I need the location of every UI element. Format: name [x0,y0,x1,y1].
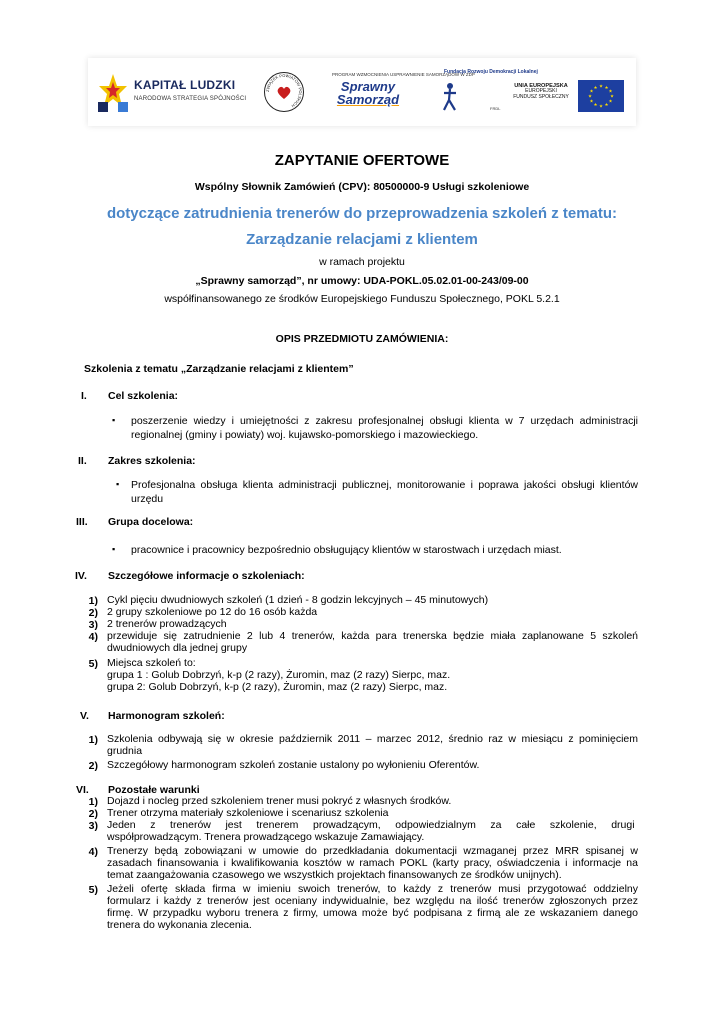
logo-banner [88,58,636,126]
section-6-item-4-text-line2: zasadach finansowania i kwalifikowania kosztów w ramach POKL (karty pracy, oświadczenia i informacje na [107,857,638,869]
svg-text:★: ★ [604,103,609,108]
section-6-item-3-text-line1: Jeden z trenerów jest trenerem prowadzącym, odpowiedzialnym za całe szkolenie, drugi [107,819,635,831]
section-1-number: I. [81,390,87,402]
section-6-item-4-number: 4) [88,846,98,858]
svg-text:★: ★ [593,103,598,108]
section-5-title: Harmonogram szkoleń: [108,710,225,722]
project-name: „Sprawny samorząd”, nr umowy: UDA-POKL.05.02.01-00-243/09-00 [195,275,529,287]
section-4-item-3-text: 2 trenerów prowadzących [107,618,227,630]
section-4-item-4-text-line1: przewiduje się zatrudnienie 2 lub 4 trenerów, każda para trenerska będzie miała zaplanowane 5 szkoleń [107,630,638,642]
kapital-ludzki-star-icon [98,72,128,112]
svg-text:★: ★ [589,99,594,105]
section-2-text-line2: urzędu [131,493,164,505]
section-6-item-5-text-line2: formularz i każdy z trenerów jest oceniany indywidualnie, bez względu na ilość trenerów zgłoszonych przez [107,895,638,907]
section-3-number: III. [76,516,88,528]
svg-text:★: ★ [589,89,594,95]
section-6-item-5-text-line4: trenera do wykonania zlecenia. [107,919,252,931]
section-6-item-5-number: 5) [88,884,98,896]
section-6-item-3-text-line2: współprowadzącym. Trenera prowadzącego wskazuje Zamawiający. [107,831,425,843]
fundacja-logo [436,68,538,116]
training-subject: Szkolenia z tematu „Zarządzanie relacjami z klientem” [84,363,354,375]
section-5-item-2-number: 2) [88,760,98,772]
sprawny-top-text: PROGRAM WZMOCNIENIA USPRAWNIENIE SAMORZĄDÓW W ZDP [332,72,475,77]
section-4-item-5-text-line2: grupa 1 : Golub Dobrzyń, k-p (2 razy), Żuromin, maz (2 razy) Sierpc, maz. [107,669,451,681]
svg-text:★: ★ [593,86,598,91]
zpp-ring-text: ZWIĄZEK POWIATÓW POLSKICH [264,72,303,109]
samorzad-word: Samorząd [336,92,400,108]
section-4-item-1-number: 1) [88,595,98,607]
section-6-item-2-number: 2) [88,808,98,820]
section-6-item-5-text-line1: Jeżeli ofertę składa firma w imieniu swoich trenerów, to każdy z trenerów musi przygotować oddzielny [107,883,638,895]
section-2-number: II. [78,455,87,467]
section-2-text-line1: Profesjonalna obsługa klienta administracji publicznej, monitorowanie i poprawa jakości obsługi klientów [131,479,638,491]
kapital-ludzki-subtitle: NARODOWA STRATEGIA SPÓJNOŚCI [134,96,247,102]
section-4-number: IV. [75,570,87,582]
eu-logo [506,80,624,114]
kapital-ludzki-logo [94,70,247,114]
section-5-item-1-text-line2: grudnia [107,745,143,757]
eu-text-block [508,83,574,101]
svg-text:★: ★ [587,94,593,100]
section-4-item-1-text: Cykl pięciu dwudniowych szkoleń (1 dzień - 8 godzin lekcyjnych – 45 minutowych) [107,594,489,606]
section-5-item-2-text: Szczegółowy harmonogram szkoleń zostanie ustalony po wyłonieniu Oferentów. [107,759,480,771]
subject-heading-line2: Zarządzanie relacjami z klientem [246,231,478,248]
svg-text:★: ★ [598,104,604,110]
section-3-text-line1: pracownice i pracownicy bezpośrednio obsługujący klientów w starostwach i urzędach miast. [131,544,562,556]
zpp-logo [264,72,304,112]
section-6-number: VI. [76,784,89,796]
section-3-title: Grupa docelowa: [108,516,194,528]
section-6-item-4-text-line3: temat zaangażowania czasowego we wszystkich projektach finansowanych ze środków unijnych). [107,869,562,881]
section-5-item-1-number: 1) [88,734,98,746]
document-title: ZAPYTANIE OFERTOWE [274,152,450,169]
section-4-item-2-number: 2) [88,607,98,619]
section-6-item-2-text: Trener otrzyma materiały szkoleniowe i scenariusz szkolenia [107,807,389,819]
svg-text:★: ★ [609,94,615,100]
section-6-item-1-number: 1) [88,796,98,808]
runner-figure-icon [438,82,462,112]
sprawny-word: Sprawny [340,79,396,95]
section-1-text-line2: regionalnej (gminy i powiaty) woj. kujawsko-pomorskiego i mazowieckiego. [131,429,479,441]
section-1-bullet: ▪ [112,415,116,425]
section-1-title: Cel szkolenia: [108,390,179,402]
section-4-item-5-text-line1: Miejsca szkoleń to: [107,657,196,669]
cofinanced-line: współfinansowanego ze środków Europejskiego Funduszu Społecznego, POKL 5.2.1 [164,293,560,305]
heart-icon [276,86,292,100]
section-6-title: Pozostałe warunki [108,784,200,796]
section-4-item-3-number: 3) [88,619,98,631]
section-5-number: V. [80,710,89,722]
fundacja-text: Fundacja Rozwoju Demokracji Lokalnej [444,69,538,75]
order-description-heading: OPIS PRZEDMIOTU ZAMÓWIENIA: [275,333,449,345]
kapital-ludzki-title: KAPITAŁ LUDZKI [134,78,236,92]
svg-text:★: ★ [608,89,613,95]
section-1-text-line1: poszerzenie wiedzy i umiejętności z zakresu profesjonalnej obsługi klienta w 7 urzędach administracji [131,415,638,427]
section-4-item-5-number: 5) [88,658,98,670]
fundacja-small-text: FRDL [490,106,501,111]
svg-text:★: ★ [598,84,604,90]
eu-line1: UNIA EUROPEJSKA [514,83,568,89]
section-6-item-5-text-line3: firmę. W przypadku wyboru trenera z firmy, umowa może być podpisana z firmą ale ze wskazaniem danego [107,907,638,919]
section-4-item-2-text: 2 grupy szkoleniowe po 12 do 16 osób każda [107,606,318,618]
section-4-item-4-text-line2: dwudniowych dla jednej grupy [107,642,248,654]
subject-heading-line1: dotyczące zatrudnienia trenerów do przeprowadzenia szkoleń z tematu: [106,205,618,222]
eu-flag-icon [578,80,624,112]
eu-line2: EUROPEJSKI [525,88,557,95]
svg-text:★: ★ [604,86,609,91]
section-4-item-4-number: 4) [88,631,98,643]
cpv-line: Wspólny Słownik Zamówień (CPV): 80500000-9 Usługi szkoleniowe [194,181,530,193]
section-2-title: Zakres szkolenia: [108,455,196,467]
section-6-item-1-text: Dojazd i nocleg przed szkoleniem trener musi pokryć z własnych środków. [107,795,452,807]
section-2-bullet: ▪ [116,479,120,489]
section-6-item-3-number: 3) [88,820,98,832]
section-3-bullet: ▪ [112,544,116,554]
eu-line3: FUNDUSZ SPOŁECZNY [513,94,569,101]
section-5-item-1-text-line1: Szkolenia odbywają się w okresie październik 2011 – marzec 2012, średnio raz w miesiącu z pominięciem [107,733,638,745]
project-intro: w ramach projektu [319,256,405,268]
section-4-title: Szczegółowe informacje o szkoleniach: [108,570,305,582]
sprawny-samorzad-logo [332,72,475,114]
svg-text:★: ★ [608,99,613,105]
section-6-item-4-text-line1: Trenerzy będą zobowiązani w umowie do przedkładania dokumentacji wzmaganej przez MRR spisanej w [107,845,638,857]
section-4-item-5-text-line3: grupa 2: Golub Dobrzyń, k-p (2 razy), Żuromin, maz (2 razy) Sierpc, maz. [107,681,448,693]
